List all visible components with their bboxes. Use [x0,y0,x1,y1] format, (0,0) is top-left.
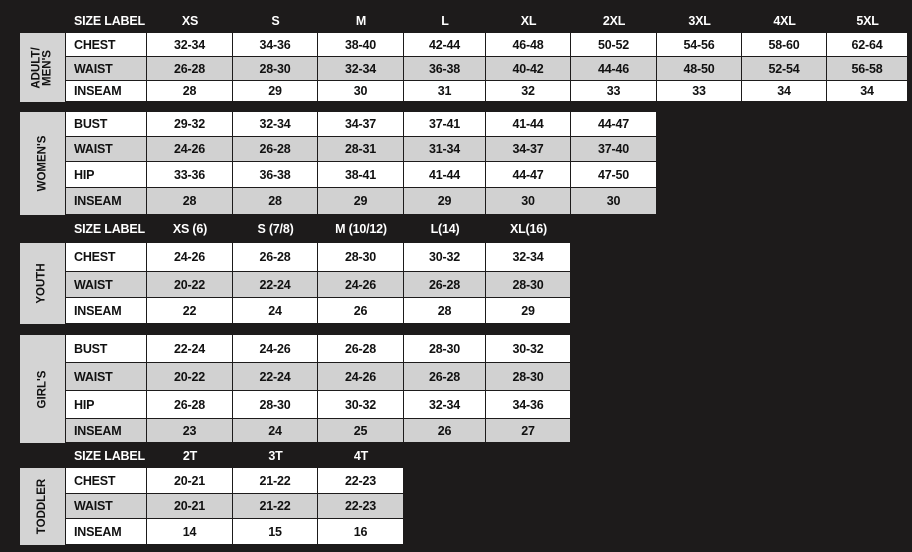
size-value: 34-36 [233,33,317,56]
size-header: L [441,13,449,28]
size-label-header: SIZE LABEL [74,13,145,28]
size-value: 30-32 [404,243,485,271]
measurement-label: INSEAM [66,81,146,101]
size-value: 34 [742,81,826,101]
size-value: 28-30 [233,391,317,418]
size-value: 32-34 [318,57,403,80]
size-value: 20-21 [147,494,232,518]
size-value: 29-32 [147,112,232,136]
size-value: 24-26 [233,335,317,362]
size-value: 44-47 [486,162,570,187]
measurement-label: WAIST [66,272,146,297]
size-value: 30 [486,188,570,214]
size-value: 37-41 [404,112,485,136]
measurement-label: BUST [66,112,146,136]
size-header: 2T [182,448,198,463]
size-value: 34 [827,81,907,101]
size-value: 26-28 [147,391,232,418]
size-value: 62-64 [827,33,907,56]
size-header: 5XL [856,13,879,28]
size-value: 30 [571,188,656,214]
size-header: 2XL [602,13,626,28]
size-value: 38-41 [318,162,403,187]
size-value: 26 [404,419,485,442]
size-header: XL(16) [509,222,547,236]
size-value: 41-44 [486,112,570,136]
size-value: 29 [318,188,403,214]
size-value: 48-50 [657,57,741,80]
measurement-label: INSEAM [66,419,146,442]
size-value: 28 [147,188,232,214]
size-value: 28-30 [486,363,570,390]
size-value: 34-37 [318,112,403,136]
size-value: 26-28 [404,363,485,390]
size-header: 4T [353,448,369,463]
size-value: 24 [233,419,317,442]
size-value: 24-26 [147,243,232,271]
size-value: 44-46 [571,57,656,80]
measurement-label: INSEAM [66,519,146,544]
size-value: 40-42 [486,57,570,80]
size-value: 28-30 [233,57,317,80]
size-value: 29 [486,298,570,323]
size-value: 26-28 [233,137,317,161]
measurement-label: HIP [66,391,146,418]
measurement-label: WAIST [66,494,146,518]
section-title: ADULT/ MEN'S [30,46,54,89]
size-value: 26-28 [404,272,485,297]
size-value: 20-22 [147,363,232,390]
measurement-label: WAIST [66,137,146,161]
size-value: 26-28 [233,243,317,271]
size-value: 20-21 [147,468,232,493]
size-value: 26-28 [318,335,403,362]
size-value: 29 [404,188,485,214]
size-value: 22-24 [233,363,317,390]
measurement-label: CHEST [66,33,146,56]
size-value: 50-52 [571,33,656,56]
size-value: 37-40 [571,137,656,161]
size-value: 32 [486,81,570,101]
size-value: 26-28 [147,57,232,80]
size-value: 34-36 [486,391,570,418]
measurement-label: HIP [66,162,146,187]
size-value: 46-48 [486,33,570,56]
size-value: 28 [147,81,232,101]
size-value: 28-30 [486,272,570,297]
size-value: 22-24 [233,272,317,297]
size-value: 14 [147,519,232,544]
section-label-womens [20,112,65,215]
size-value: 38-40 [318,33,403,56]
section-title: TODDLER [36,478,48,535]
size-label-header: SIZE LABEL [74,448,145,463]
size-header: S [271,13,280,28]
measurement-label: BUST [66,335,146,362]
measurement-label: CHEST [66,468,146,493]
size-header: M (10/12) [335,222,387,236]
size-label-header: SIZE LABEL [74,222,145,236]
size-value: 28-31 [318,137,403,161]
section-title: GIRL'S [36,370,48,408]
size-value: 26 [318,298,403,323]
size-value: 30 [318,81,403,101]
size-value: 31 [404,81,485,101]
size-value: 36-38 [233,162,317,187]
section-title: WOMEN'S [36,135,49,192]
size-value: 32-34 [404,391,485,418]
size-value: 33 [571,81,656,101]
size-value: 22-23 [318,494,403,518]
size-value: 24-26 [147,137,232,161]
size-value: 32-34 [147,33,232,56]
size-value: 33-36 [147,162,232,187]
size-value: 34-37 [486,137,570,161]
size-value: 24-26 [318,363,403,390]
size-value: 28-30 [404,335,485,362]
section-label-toddler [20,468,65,545]
size-value: 54-56 [657,33,741,56]
size-value: 21-22 [233,468,317,493]
section-label-adult-mens [20,33,65,102]
size-value: 15 [233,519,317,544]
size-value: 44-47 [571,112,656,136]
size-value: 24-26 [318,272,403,297]
size-value: 22 [147,298,232,323]
size-value: 31-34 [404,137,485,161]
size-header: 4XL [773,13,796,28]
size-value: 58-60 [742,33,826,56]
size-value: 30-32 [486,335,570,362]
size-value: 16 [318,519,403,544]
size-header: L(14) [430,222,460,236]
size-value: 32-34 [233,112,317,136]
size-value: 32-34 [486,243,570,271]
section-label-youth [20,243,65,324]
measurement-label: WAIST [66,363,146,390]
size-value: 41-44 [404,162,485,187]
size-value: 47-50 [571,162,656,187]
size-value: 24 [233,298,317,323]
measurement-label: CHEST [66,243,146,271]
size-value: 28 [233,188,317,214]
size-value: 56-58 [827,57,907,80]
section-label-girls [20,335,65,443]
size-value: 20-22 [147,272,232,297]
size-value: 42-44 [404,33,485,56]
measurement-label: INSEAM [66,188,146,214]
size-value: 52-54 [742,57,826,80]
size-header: XS (6) [172,222,208,236]
size-header: M [355,13,367,28]
size-value: 22-24 [147,335,232,362]
size-header: XS [181,13,199,28]
size-value: 21-22 [233,494,317,518]
size-value: 29 [233,81,317,101]
size-header: 3XL [688,13,711,28]
size-value: 25 [318,419,403,442]
size-value: 22-23 [318,468,403,493]
section-title: YOUTH [36,263,48,304]
size-value: 30-32 [318,391,403,418]
size-value: 36-38 [404,57,485,80]
size-header: 3T [268,448,283,463]
measurement-label: INSEAM [66,298,146,323]
size-value: 33 [657,81,741,101]
measurement-label: WAIST [66,57,146,80]
size-value: 28-30 [318,243,403,271]
size-value: 23 [147,419,232,442]
size-value: 28 [404,298,485,323]
size-header: XL [520,13,537,28]
size-header: S (7/8) [257,222,294,236]
size-value: 27 [486,419,570,442]
